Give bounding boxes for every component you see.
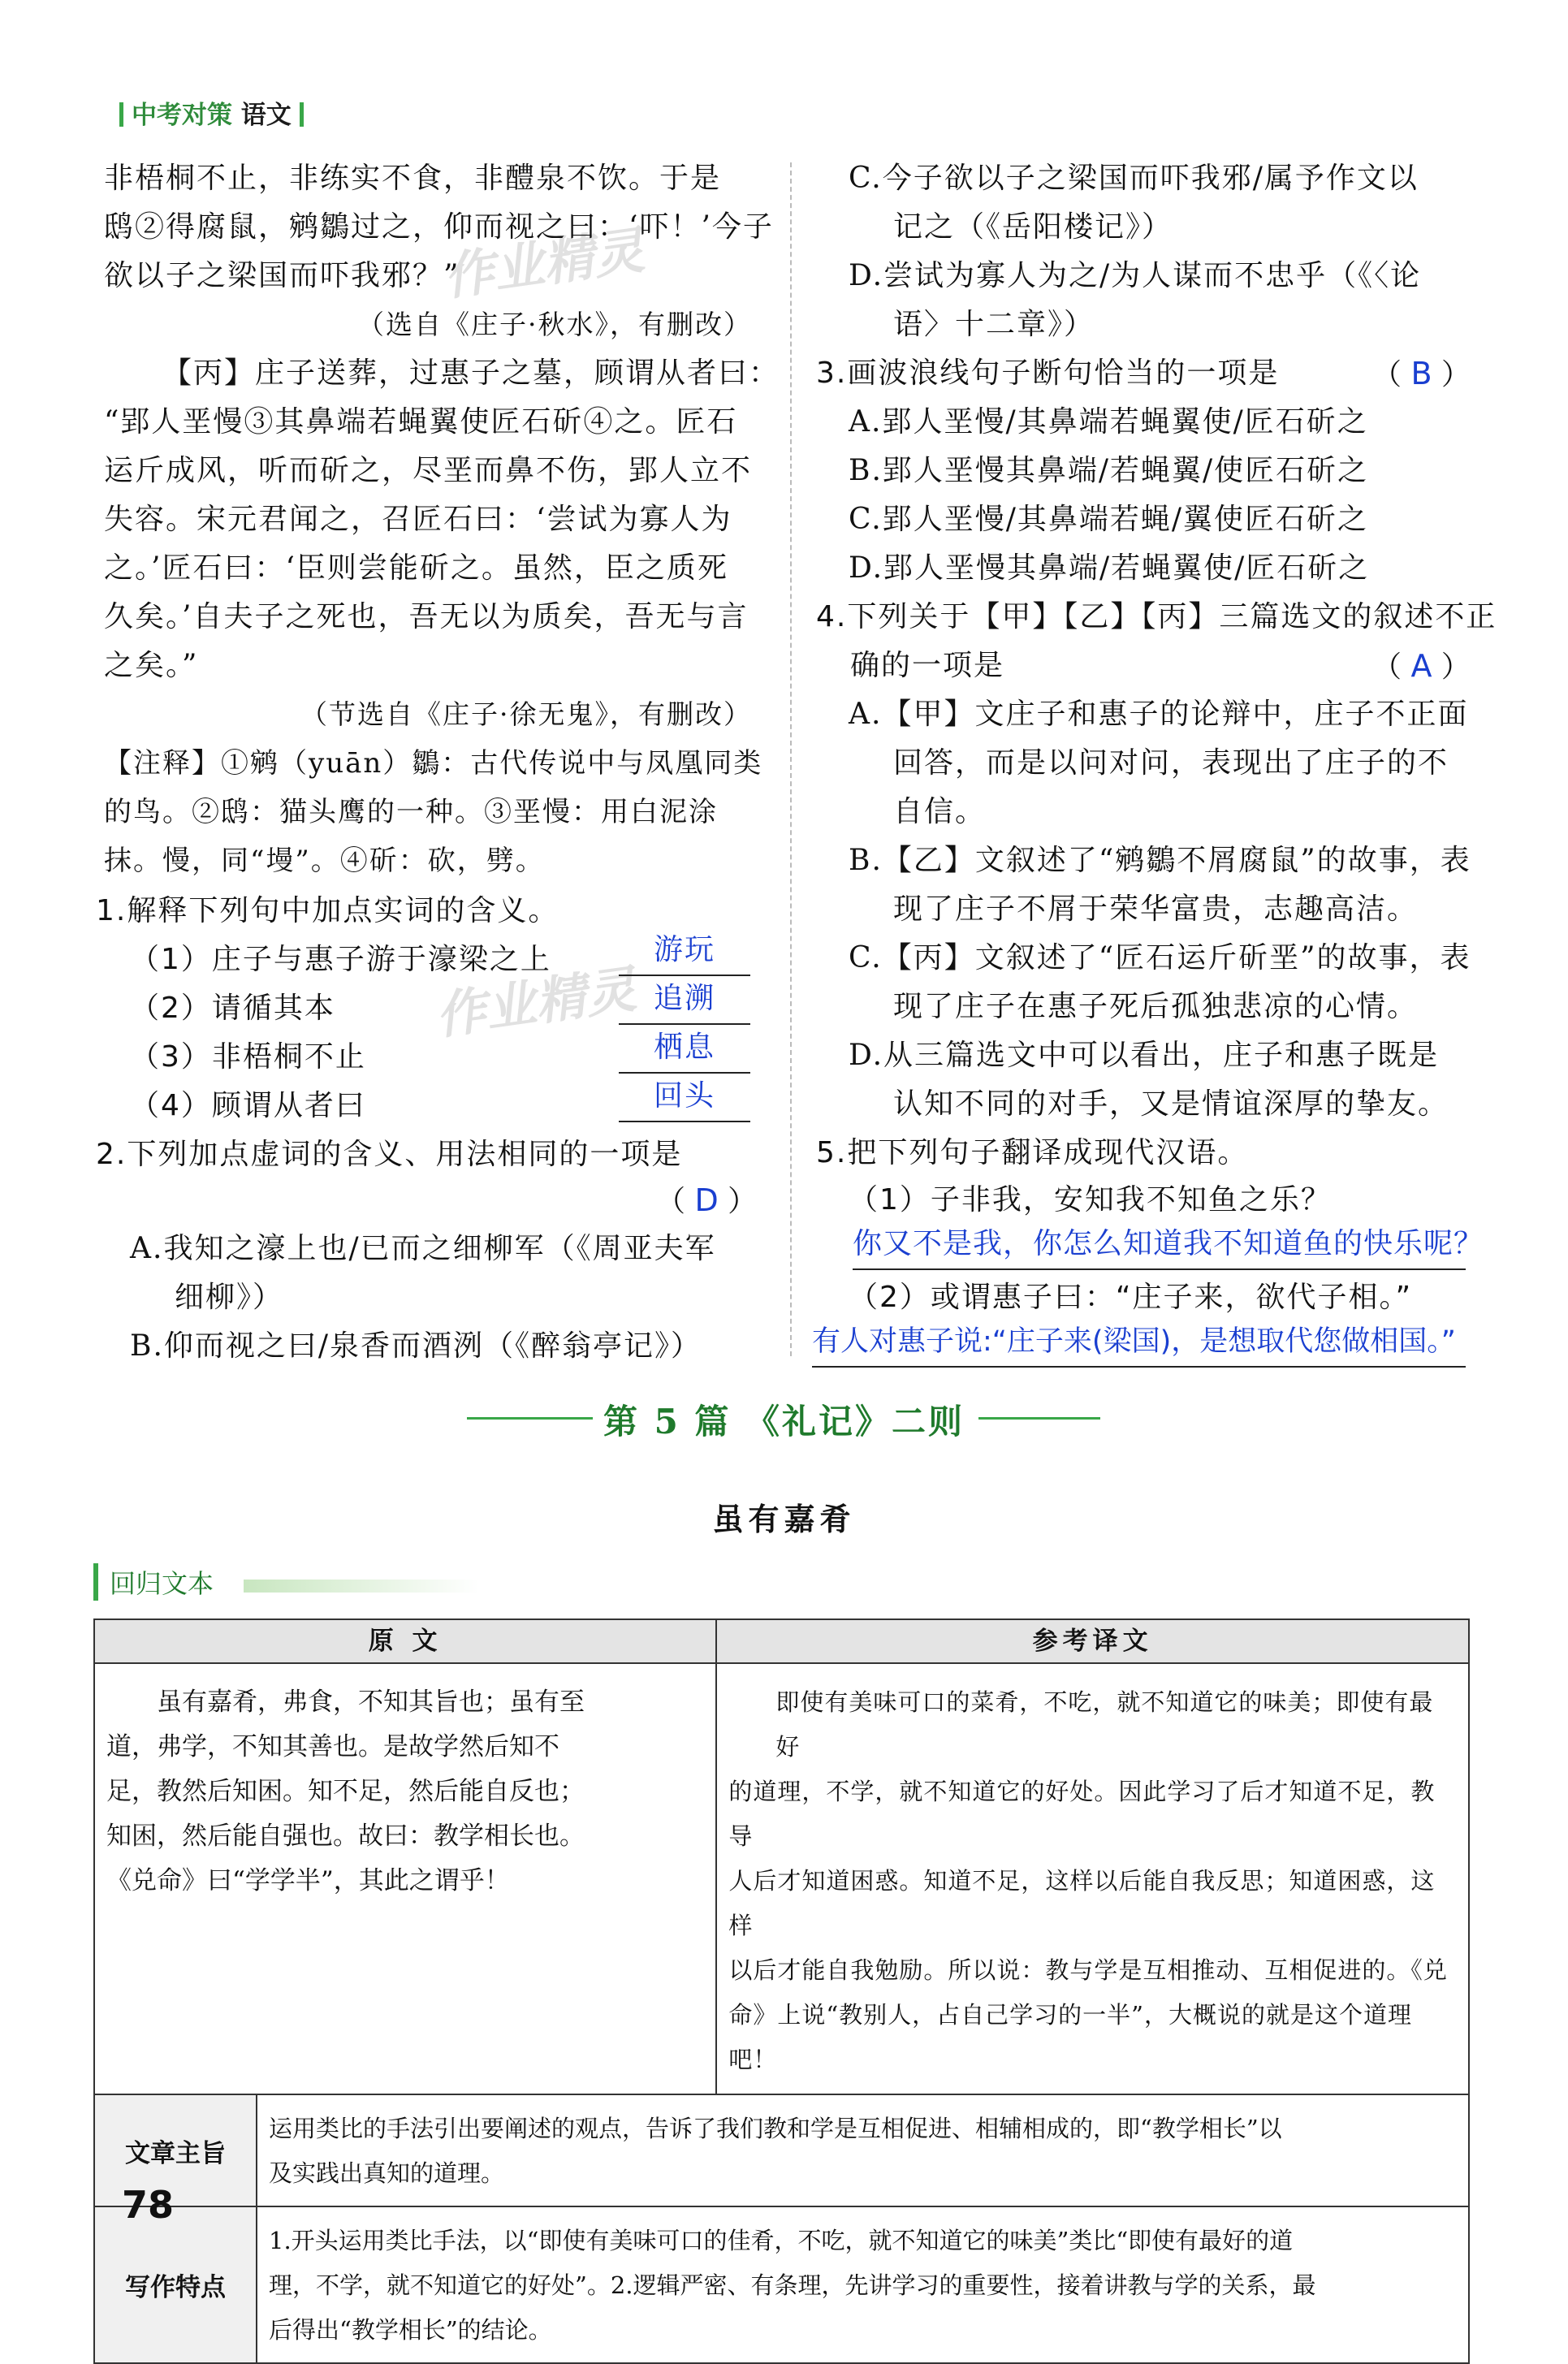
q5-item-1: （1）子非我，安知我不知鱼之乐？ bbox=[849, 1183, 1332, 1217]
q3-options bbox=[849, 398, 1369, 593]
q2-option-d bbox=[849, 252, 1421, 349]
text-line: 运用类比的手法引出要阐述的观点，告诉了我们教和学是互相促进、相辅相成的，即“教学相长”以 bbox=[269, 2115, 1282, 2142]
text-line: 《兑命》曰“学学半”，其此之谓乎！ bbox=[106, 1866, 510, 1895]
q4-option-b bbox=[849, 836, 1471, 934]
q3-option: C.郢人垩慢/其鼻端若蝇/翼使匠石斫之 bbox=[849, 503, 1368, 536]
theme-label: 文章主旨 bbox=[94, 2094, 257, 2206]
text-line: 久矣。’自夫子之死也，吾无以为质矣，吾无与言 bbox=[104, 600, 749, 633]
q1-answer[interactable]: 追溯 bbox=[619, 975, 750, 1025]
page-number: 78 bbox=[122, 2183, 175, 2227]
source-note: （节选自《庄子·徐无鬼》，有删改） bbox=[300, 698, 752, 730]
text-line: 自信。 bbox=[893, 795, 987, 828]
text-line: 【丙】庄子送葬，过惠子之墓，顾谓从者曰： bbox=[162, 357, 780, 390]
q2-answer-bracket: （ D ） bbox=[656, 1182, 758, 1218]
q2-option-a bbox=[130, 1225, 716, 1322]
text-line: 命》上说“教别人，占自己学习的一半”，大概说的就是这个道理吧！ bbox=[728, 2001, 1412, 2073]
text-line: 后得出“教学相长”的结论。 bbox=[269, 2316, 552, 2344]
q4-option-a bbox=[849, 690, 1468, 836]
text-line: 欲以子之梁国而吓我邪？” bbox=[104, 259, 460, 292]
text-line: 理，不学，就不知道它的好处”。2.逻辑严密、有条理，先讲学习的重要性，接着讲教与学的关系，最 bbox=[269, 2271, 1316, 2299]
q4-option-d bbox=[849, 1031, 1449, 1129]
text-line: 失容。宋元君闻之，召匠石曰：‘尝试为寡人为 bbox=[104, 503, 732, 536]
watermark: 作业精灵 bbox=[431, 959, 640, 1046]
text-line: 4.下列关于【甲】【乙】【丙】三篇选文的叙述不正 bbox=[816, 600, 1497, 633]
q2-option-c bbox=[849, 154, 1419, 252]
q2-option-b: B.仰而视之曰/泉香而酒洌（《醉翁亭记》） bbox=[130, 1329, 702, 1363]
text-line: 知困，然后能自强也。故曰：教学相长也。 bbox=[106, 1822, 585, 1851]
q2-answer[interactable]: D bbox=[694, 1182, 719, 1218]
q1-item: （4）顾谓从者曰 bbox=[130, 1089, 366, 1122]
watermark: 作业精灵 bbox=[439, 220, 648, 307]
text-line: 的道理，不学，就不知道它的好处。因此学习了后才知道不足，教导 bbox=[728, 1778, 1436, 1850]
question-3: 3.画波浪线句子断句恰当的一项是 bbox=[816, 357, 1280, 390]
original-text-cell bbox=[94, 1663, 716, 2094]
text-line: 及实践出真知的道理。 bbox=[269, 2159, 505, 2187]
annotations bbox=[104, 739, 762, 885]
q3-option: B.郢人垩慢其鼻端/若蝇翼/使匠石斫之 bbox=[849, 454, 1369, 487]
text-line: 足，教然后知困。知不足，然后能自反也； bbox=[106, 1777, 585, 1806]
q1-answer[interactable]: 游玩 bbox=[619, 926, 750, 976]
text-line: 人后才知道困惑。知道不足，这样以后能自我反思；知道困惑，这样 bbox=[728, 1867, 1436, 1939]
theme-cell bbox=[257, 2094, 1469, 2206]
text-line: 抹。慢，同“墁”。④斫：砍，劈。 bbox=[104, 845, 545, 877]
text-line: 道，弗学，不知其善也。是故学然后知不 bbox=[106, 1732, 559, 1761]
question-2: 2.下列加点虚词的含义、用法相同的一项是 bbox=[96, 1138, 683, 1171]
q1-answer[interactable]: 栖息 bbox=[619, 1023, 750, 1074]
text-line: 即使有美味可口的菜肴，不吃，就不知道它的味美；即使有最好 bbox=[775, 1688, 1434, 1761]
q3-answer-bracket: （ B ） bbox=[1372, 356, 1471, 391]
text-line: 认知不同的对手，又是情谊深厚的挚友。 bbox=[893, 1087, 1449, 1121]
q4-answer-bracket: （ A ） bbox=[1372, 648, 1471, 684]
text-line: 【注释】①鹓（yuān）鶵：古代传说中与凤凰同类 bbox=[104, 747, 763, 780]
text-line: 的鸟。②鸱：猫头鹰的一种。③垩慢：用白泥涂 bbox=[104, 796, 718, 828]
feature-label: 写作特点 bbox=[94, 2206, 257, 2363]
text-line: 现了庄子在惠子死后孤独悲凉的心情。 bbox=[893, 990, 1419, 1023]
text-line: 虽有嘉肴，弗食，不知其旨也；虽有至 bbox=[157, 1688, 585, 1717]
q1-item: （1）庄子与惠子游于濠梁之上 bbox=[130, 943, 551, 976]
text-line: 细柳》） bbox=[175, 1281, 284, 1314]
text-line: 确的一项是 bbox=[850, 649, 1005, 682]
passage-bing bbox=[104, 349, 780, 690]
text-line: C.今子欲以子之梁国而吓我邪/属予作文以 bbox=[849, 162, 1419, 195]
col-header-translation: 参考译文 bbox=[716, 1619, 1469, 1663]
q3-option: D.郢人垩慢其鼻端/若蝇翼使/匠石斫之 bbox=[849, 551, 1370, 585]
text-line: 1.开头运用类比手法，以“即使有美味可口的佳肴，不吃，就不知道它的味美”类比“即使有最好的道 bbox=[269, 2227, 1294, 2254]
summary-table bbox=[93, 1618, 1470, 2364]
question-1: 1.解释下列句中加点实词的含义。 bbox=[96, 894, 559, 927]
q5-answer-1[interactable]: 你又不是我，你怎么知道我不知道鱼的快乐呢？ bbox=[853, 1220, 1466, 1270]
q3-answer[interactable]: B bbox=[1410, 356, 1432, 391]
column-divider bbox=[790, 162, 792, 1356]
passage-jia-end bbox=[104, 154, 774, 300]
question-5: 5.把下列句子翻译成现代汉语。 bbox=[816, 1136, 1249, 1169]
q1-answer[interactable]: 回头 bbox=[619, 1072, 750, 1122]
text-line: 回答，而是以问对问，表现出了庄子的不 bbox=[893, 746, 1449, 780]
text-line: 非梧桐不止，非练实不食，非醴泉不饮。于是 bbox=[104, 162, 722, 195]
text-line: 之矣。” bbox=[104, 649, 199, 682]
q5-item-2: （2）或谓惠子曰：“庄子来，欲代子相。” bbox=[849, 1281, 1413, 1314]
badge-decoration bbox=[244, 1580, 479, 1593]
q3-option: A.郢人垩慢/其鼻端若蝇翼使/匠石斫之 bbox=[849, 405, 1368, 439]
text-line: 记之（《岳阳楼记》） bbox=[893, 210, 1173, 244]
q5-answer-2[interactable]: 有人对惠子说:“庄子来(梁国)，是想取代您做相国。” bbox=[812, 1317, 1466, 1368]
text-line: A.我知之濠上也/已而之细柳军（《周亚夫军 bbox=[130, 1232, 716, 1265]
text-line: C.【丙】文叙述了“匠石运斤斫垩”的故事，表 bbox=[849, 941, 1471, 975]
text-line: 运斤成风，听而斫之，尽垩而鼻不伤，郢人立不 bbox=[104, 454, 753, 487]
translation-cell bbox=[716, 1663, 1469, 2094]
source-note: （选自《庄子·秋水》，有删改） bbox=[357, 309, 752, 340]
q4-option-c bbox=[849, 934, 1471, 1031]
text-line: A.【甲】文庄子和惠子的论辩中，庄子不正面 bbox=[849, 698, 1469, 731]
q4-answer[interactable]: A bbox=[1410, 648, 1432, 684]
header-bar-end bbox=[300, 102, 304, 127]
page-header bbox=[111, 94, 312, 131]
header-series: 中考对策 bbox=[132, 101, 232, 130]
header-bar bbox=[119, 102, 123, 127]
text-line: 语〉十二章》） bbox=[893, 308, 1095, 341]
header-subject: 语文 bbox=[240, 101, 292, 130]
text-line: 之。’匠石曰：‘臣则尝能斫之。虽然，臣之质死 bbox=[104, 551, 728, 585]
text-line: D.尝试为寡人为之/为人谋而不忠乎（《〈论 bbox=[849, 259, 1422, 292]
col-header-original: 原 文 bbox=[94, 1619, 716, 1663]
text-line: 以后才能自我勉励。所以说：教与学是互相推动、互相促进的。《兑 bbox=[728, 1956, 1448, 1984]
feature-cell bbox=[257, 2206, 1469, 2363]
q1-item: （2）请循其本 bbox=[130, 992, 335, 1025]
q1-item: （3）非梧桐不止 bbox=[130, 1040, 366, 1074]
return-to-text-badge: 回归文本 bbox=[93, 1563, 214, 1601]
text-line: D.从三篇选文中可以看出，庄子和惠子既是 bbox=[849, 1039, 1440, 1072]
text-line: B.【乙】文叙述了“鹓鶵不屑腐鼠”的故事，表 bbox=[849, 844, 1471, 877]
text-title: 虽有嘉肴 bbox=[712, 1501, 856, 1537]
text-line: 鸱②得腐鼠，鹓鶵过之，仰而视之曰：‘吓！’今子 bbox=[104, 210, 774, 244]
section-title: 第 5 篇 《礼记》二则 bbox=[603, 1402, 965, 1441]
text-line: 现了庄子不屑于荣华富贵，志趣高洁。 bbox=[893, 892, 1419, 926]
text-line: “郢人垩慢③其鼻端若蝇翼使匠石斫④之。匠石 bbox=[104, 405, 738, 439]
